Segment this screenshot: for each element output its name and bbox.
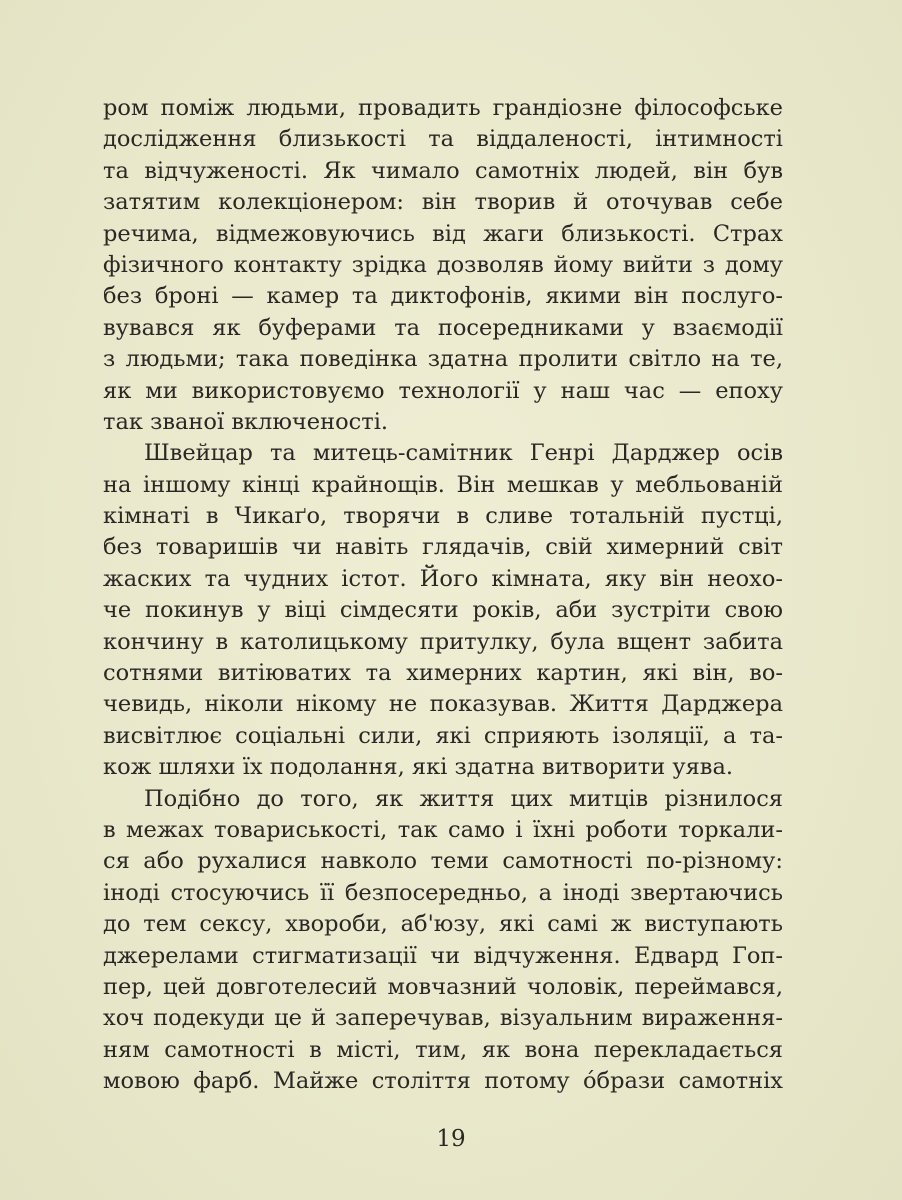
text-line: в межах товариськості, так само і їхні роботи торкали-: [103, 816, 783, 843]
text-line: сотнями витіюватих та химерних картин, які він, во-: [103, 660, 783, 687]
page-number: 19: [436, 1126, 466, 1152]
text-line: ням самотності в місті, тим, як вона перекладається: [103, 1036, 783, 1063]
text-line: Подібно до того, як життя цих митців різнилося: [144, 785, 783, 812]
text-line: чевидь, ніколи нікому не показував. Життя Дарджера: [103, 691, 783, 718]
text-line: речима, відмежовуючись від жаги близькості. Страх: [103, 220, 783, 247]
text-line: пер, цей довготелесий мовчазний чоловік, переймався,: [103, 973, 783, 1000]
text-line: іноді стосуючись її безпосередньо, а іноді звертаючись: [103, 879, 783, 906]
text-line: кож шляхи їх подолання, які здатна витворити уява.: [103, 754, 734, 781]
text-line: ся або рухалися навколо теми самотності по-різному:: [103, 848, 783, 875]
text-line: кончину в католицькому притулку, була вщент забита: [103, 628, 783, 655]
text-line: висвітлює соціальні сили, які сприяють ізоляції, а та-: [103, 722, 783, 749]
text-line: та відчуженості. Як чимало самотніх людей, він був: [103, 157, 783, 184]
text-line: з людьми; така поведінка здатна пролити світло на те,: [103, 346, 783, 373]
text-line: хоч подекуди це й заперечував, візуальним вираження-: [103, 1005, 783, 1032]
text-line: дослідження близькості та віддаленості, інтимності: [103, 126, 783, 153]
text-line: на іншому кінці крайнощів. Він мешкав у мебльованій: [103, 471, 783, 498]
text-line: жаских та чудних істот. Його кімната, яку він неохо-: [103, 565, 783, 592]
text-line: вувався як буферами та посередниками у взаємодії: [103, 314, 783, 341]
text-line: без броні — камер та диктофонів, якими він послуго-: [103, 283, 783, 310]
text-line: Швейцар та митець-самітник Генрі Дарджер осів: [144, 440, 783, 467]
text-line: затятим колекціонером: він творив й оточував себе: [103, 189, 783, 216]
text-line: так званої включеності.: [103, 408, 389, 435]
text-line: мовою фарб. Майже століття потому óбрази самотніх: [103, 1068, 783, 1095]
text-line: че покинув у віці сімдесяти років, аби зустріти свою: [103, 597, 783, 624]
text-line: джерелами стигматизації чи відчуження. Едвард Гоп-: [103, 942, 783, 969]
text-line: ром поміж людьми, провадить грандіозне філософське: [103, 95, 783, 121]
text-line: кімнаті в Чикаґо, творячи в сливе тотальній пустці,: [103, 503, 783, 530]
text-line: фізичного контакту зрідка дозволяв йому вийти з дому: [103, 251, 783, 278]
text-line: без товаришів чи навіть глядачів, свій химерний світ: [103, 534, 783, 561]
text-line: до тем сексу, хвороби, аб'юзу, які самі ж виступають: [103, 911, 783, 938]
text-line: як ми використовуємо технології у наш час — епоху: [103, 377, 783, 404]
body-text: [103, 93, 783, 1098]
